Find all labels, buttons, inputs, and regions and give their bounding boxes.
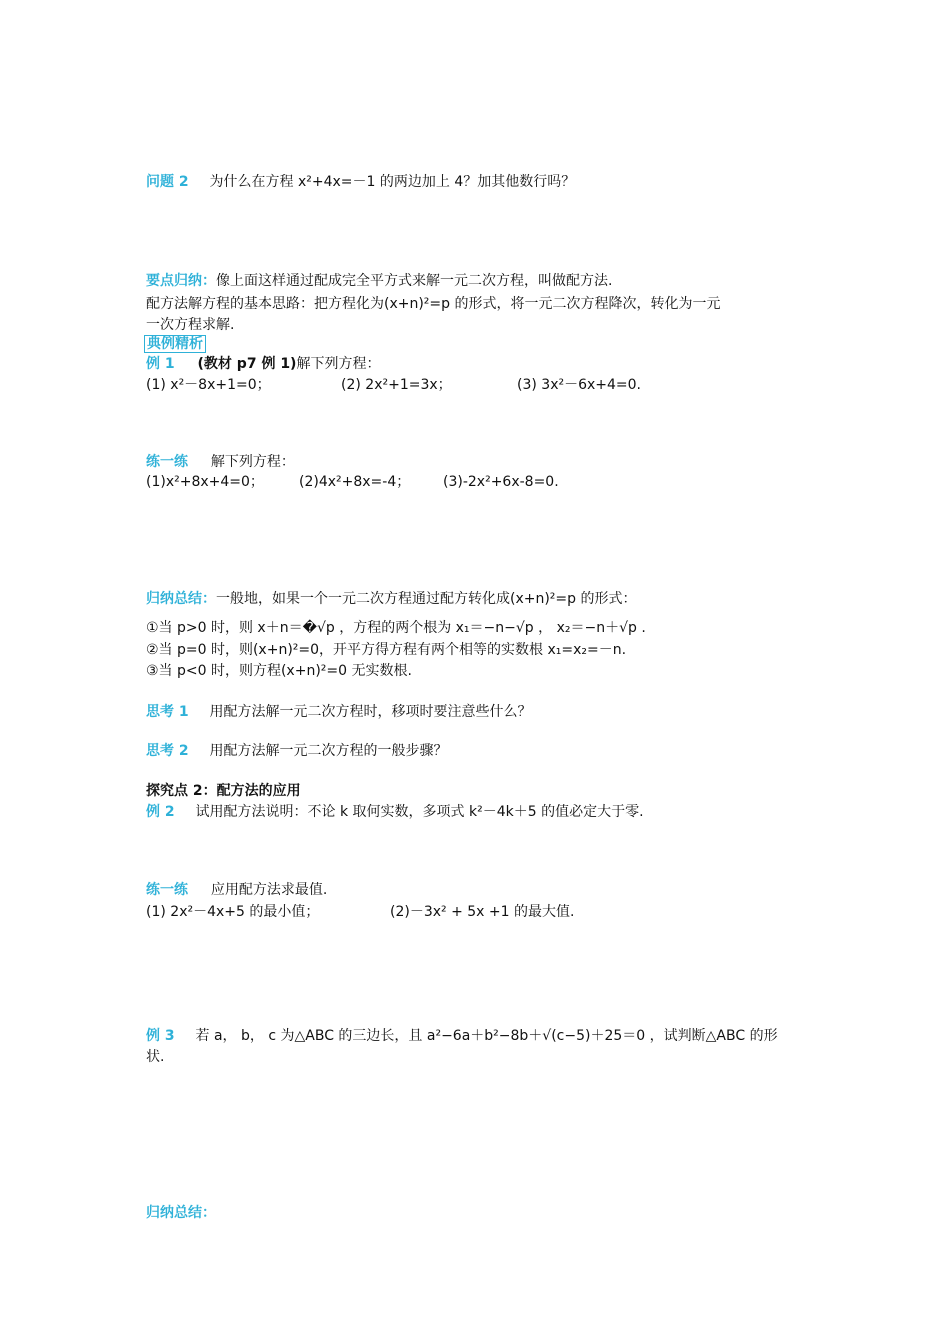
typical-examples-label: 典例精析	[144, 335, 206, 353]
key-summary	[146, 271, 612, 291]
final-summary	[146, 1203, 216, 1223]
typical-examples-heading	[144, 334, 206, 354]
practice-1-item-1: (1)x²+8x+4=0；	[146, 474, 264, 490]
practice-2-prompt: 应用配方法求最值.	[210, 882, 328, 898]
generalize	[146, 589, 637, 609]
practice-2	[146, 880, 327, 900]
example-1	[146, 354, 380, 374]
practice-1-prompt: 解下列方程：	[210, 454, 295, 470]
example-1-item-3: (3) 3x²－6x+4=0.	[517, 377, 642, 393]
think-1-label: 思考 1	[146, 704, 189, 720]
example-2-label: 例 2	[146, 804, 175, 820]
practice-2-item-1: (1) 2x²－4x+5 的最小值；	[146, 904, 320, 920]
think-2-text: 用配方法解一元二次方程的一般步骤？	[209, 743, 448, 759]
generalize-case-2: ②当 p=0 时，则(x+n)²=0，开平方得方程有两个相等的实数根 x₁=x₂=－n.	[146, 642, 627, 658]
final-summary-label: 归纳总结：	[146, 1205, 216, 1221]
practice-1-item-3: (3)-2x²+6x-8=0.	[443, 474, 559, 490]
example-3	[146, 1026, 778, 1046]
key-summary-label: 要点归纳：	[146, 273, 216, 289]
example-1-label: 例 1	[146, 356, 175, 372]
example-3-text: 若 a， b， c 为△ABC 的三边长，且 a²−6a＋b²−8b＋√(c−5)＋25＝0 ，试判断△ABC 的形	[195, 1028, 778, 1044]
example-1-source: (教材 p7 例 1)	[197, 356, 297, 372]
practice-1-item-2: (2)4x²+8x=-4；	[299, 474, 411, 490]
example-1-item-1: (1) x²－8x+1=0；	[146, 377, 271, 393]
practice-1	[146, 452, 295, 472]
question-2	[146, 172, 575, 192]
example-3-line-2: 状.	[146, 1049, 165, 1065]
generalize-intro: 一般地，如果一个一元二次方程通过配方转化成(x+n)²=p 的形式：	[216, 591, 637, 607]
example-3-label: 例 3	[146, 1028, 175, 1044]
key-summary-line1: 像上面这样通过配成完全平方式来解一元二次方程，叫做配方法.	[216, 273, 613, 289]
generalize-label: 归纳总结：	[146, 591, 216, 607]
generalize-case-1: ①当 p>0 时，则 x＋n＝�√p ，方程的两个根为 x₁＝−n−√p ， x₂＝−n＋√p .	[146, 620, 646, 636]
think-1	[146, 702, 532, 722]
example-2-text: 试用配方法说明：不论 k 取何实数，多项式 k²－4k＋5 的值必定大于零.	[195, 804, 644, 820]
key-summary-line2: 配方法解方程的基本思路：把方程化为(x+n)²=p 的形式，将一元二次方程降次，转化为一元	[146, 296, 721, 312]
practice-1-label: 练一练	[146, 454, 188, 470]
think-2	[146, 741, 448, 761]
practice-2-label: 练一练	[146, 882, 188, 898]
explore-point-2-title: 探究点 2：配方法的应用	[146, 783, 301, 799]
example-1-prompt: 解下列方程：	[296, 356, 381, 372]
practice-2-item-2: (2)－3x² + 5x +1 的最大值.	[390, 904, 575, 920]
key-summary-line3: 一次方程求解.	[146, 317, 235, 333]
example-1-item-2: (2) 2x²+1=3x；	[341, 377, 452, 393]
think-1-text: 用配方法解一元二次方程时，移项时要注意些什么？	[209, 704, 532, 720]
think-2-label: 思考 2	[146, 743, 189, 759]
generalize-case-3: ③当 p<0 时，则方程(x+n)²=0 无实数根.	[146, 663, 412, 679]
question-2-label: 问题 2	[146, 174, 189, 190]
example-2	[146, 802, 644, 822]
question-2-text: 为什么在方程 x²+4x=－1 的两边加上 4？加其他数行吗？	[209, 174, 576, 190]
